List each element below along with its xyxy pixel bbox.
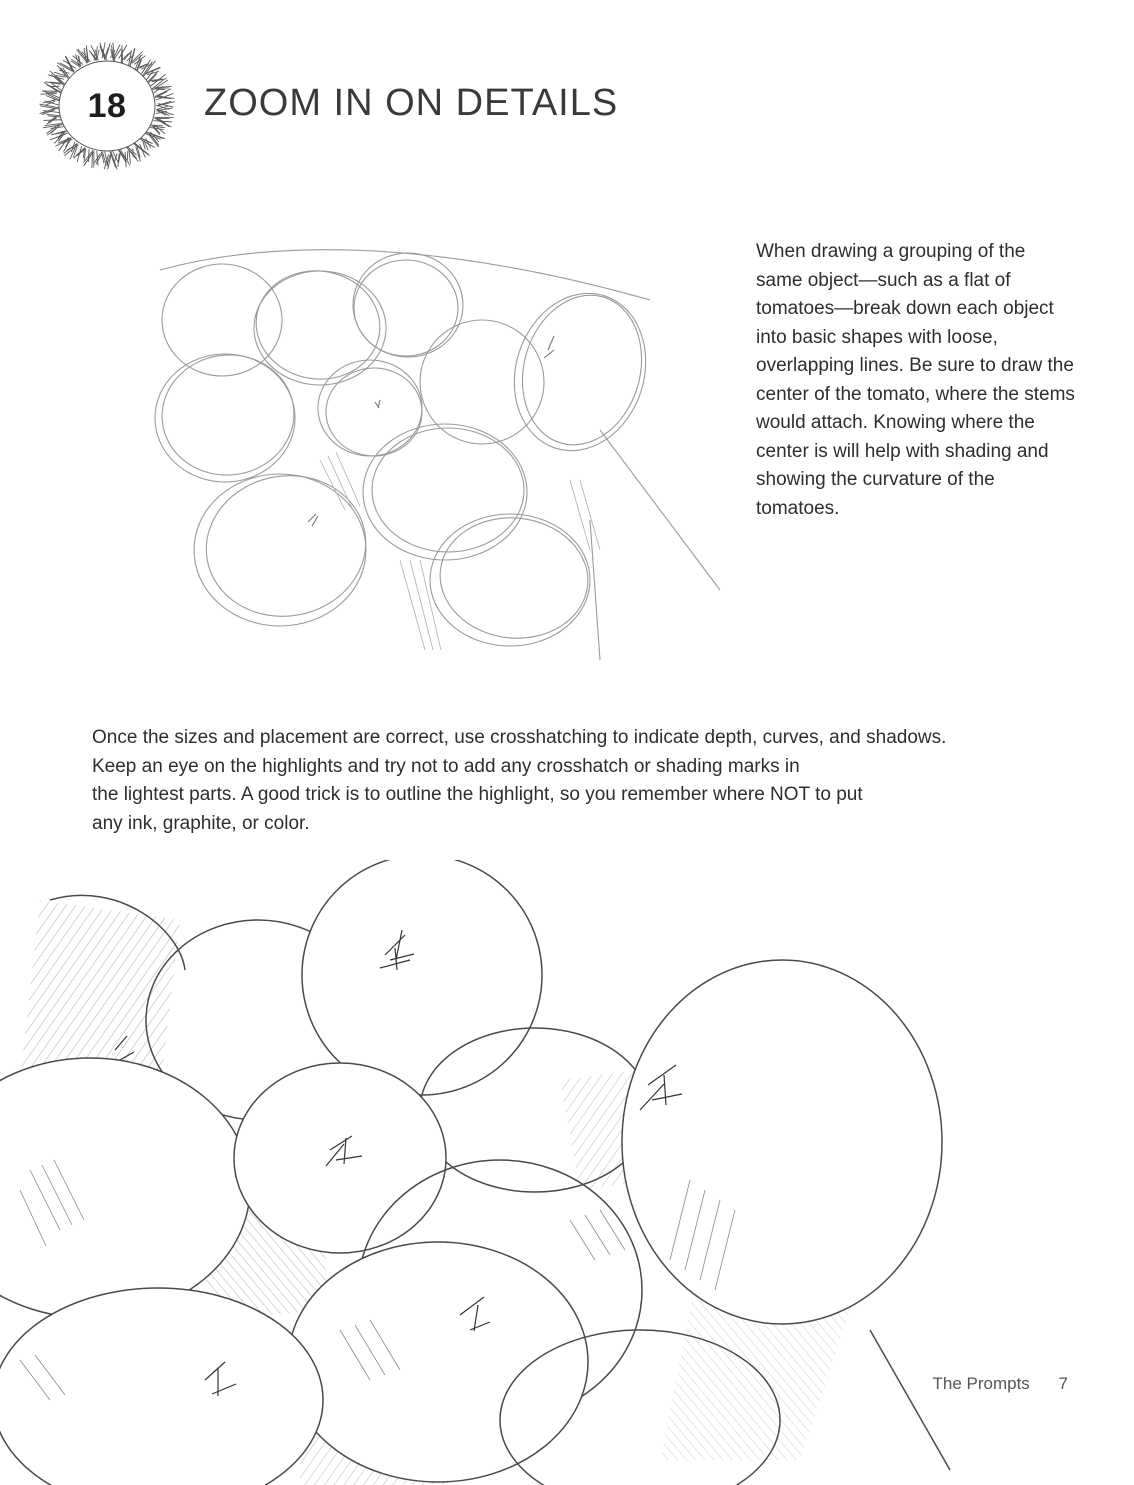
- chapter-badge: [36, 40, 178, 172]
- body-line: Keep an eye on the highlights and try not to add any crosshatch or shading marks in: [92, 755, 800, 777]
- page-title: ZOOM IN ON DETAILS: [204, 82, 619, 124]
- chapter-number: 18: [87, 86, 127, 125]
- body-line: any ink, graphite, or color.: [92, 812, 310, 834]
- body-line: the lightest parts. A good trick is to outline the highlight, so you remember where NOT to put: [92, 784, 863, 805]
- intro-paragraph: When drawing a grouping of the same object—such as a flat of tomatoes—break down each object into basic shapes with loose, overlapping lines. Be sure to draw the center of the tomato, where the stems would attach. Knowing where the center is will help with shading and showing the curvature of the tomatoes.: [756, 241, 1075, 519]
- footer-section: The Prompts: [932, 1374, 1030, 1393]
- body-line: Once the sizes and placement are correct, use crosshatching to indicate depth, curves, and shadows.: [92, 727, 947, 748]
- page-number: 7: [1058, 1374, 1068, 1393]
- page-footer: [932, 1374, 1068, 1394]
- body-paragraph: [92, 724, 1082, 838]
- tomato-outline-sketch: [130, 230, 730, 670]
